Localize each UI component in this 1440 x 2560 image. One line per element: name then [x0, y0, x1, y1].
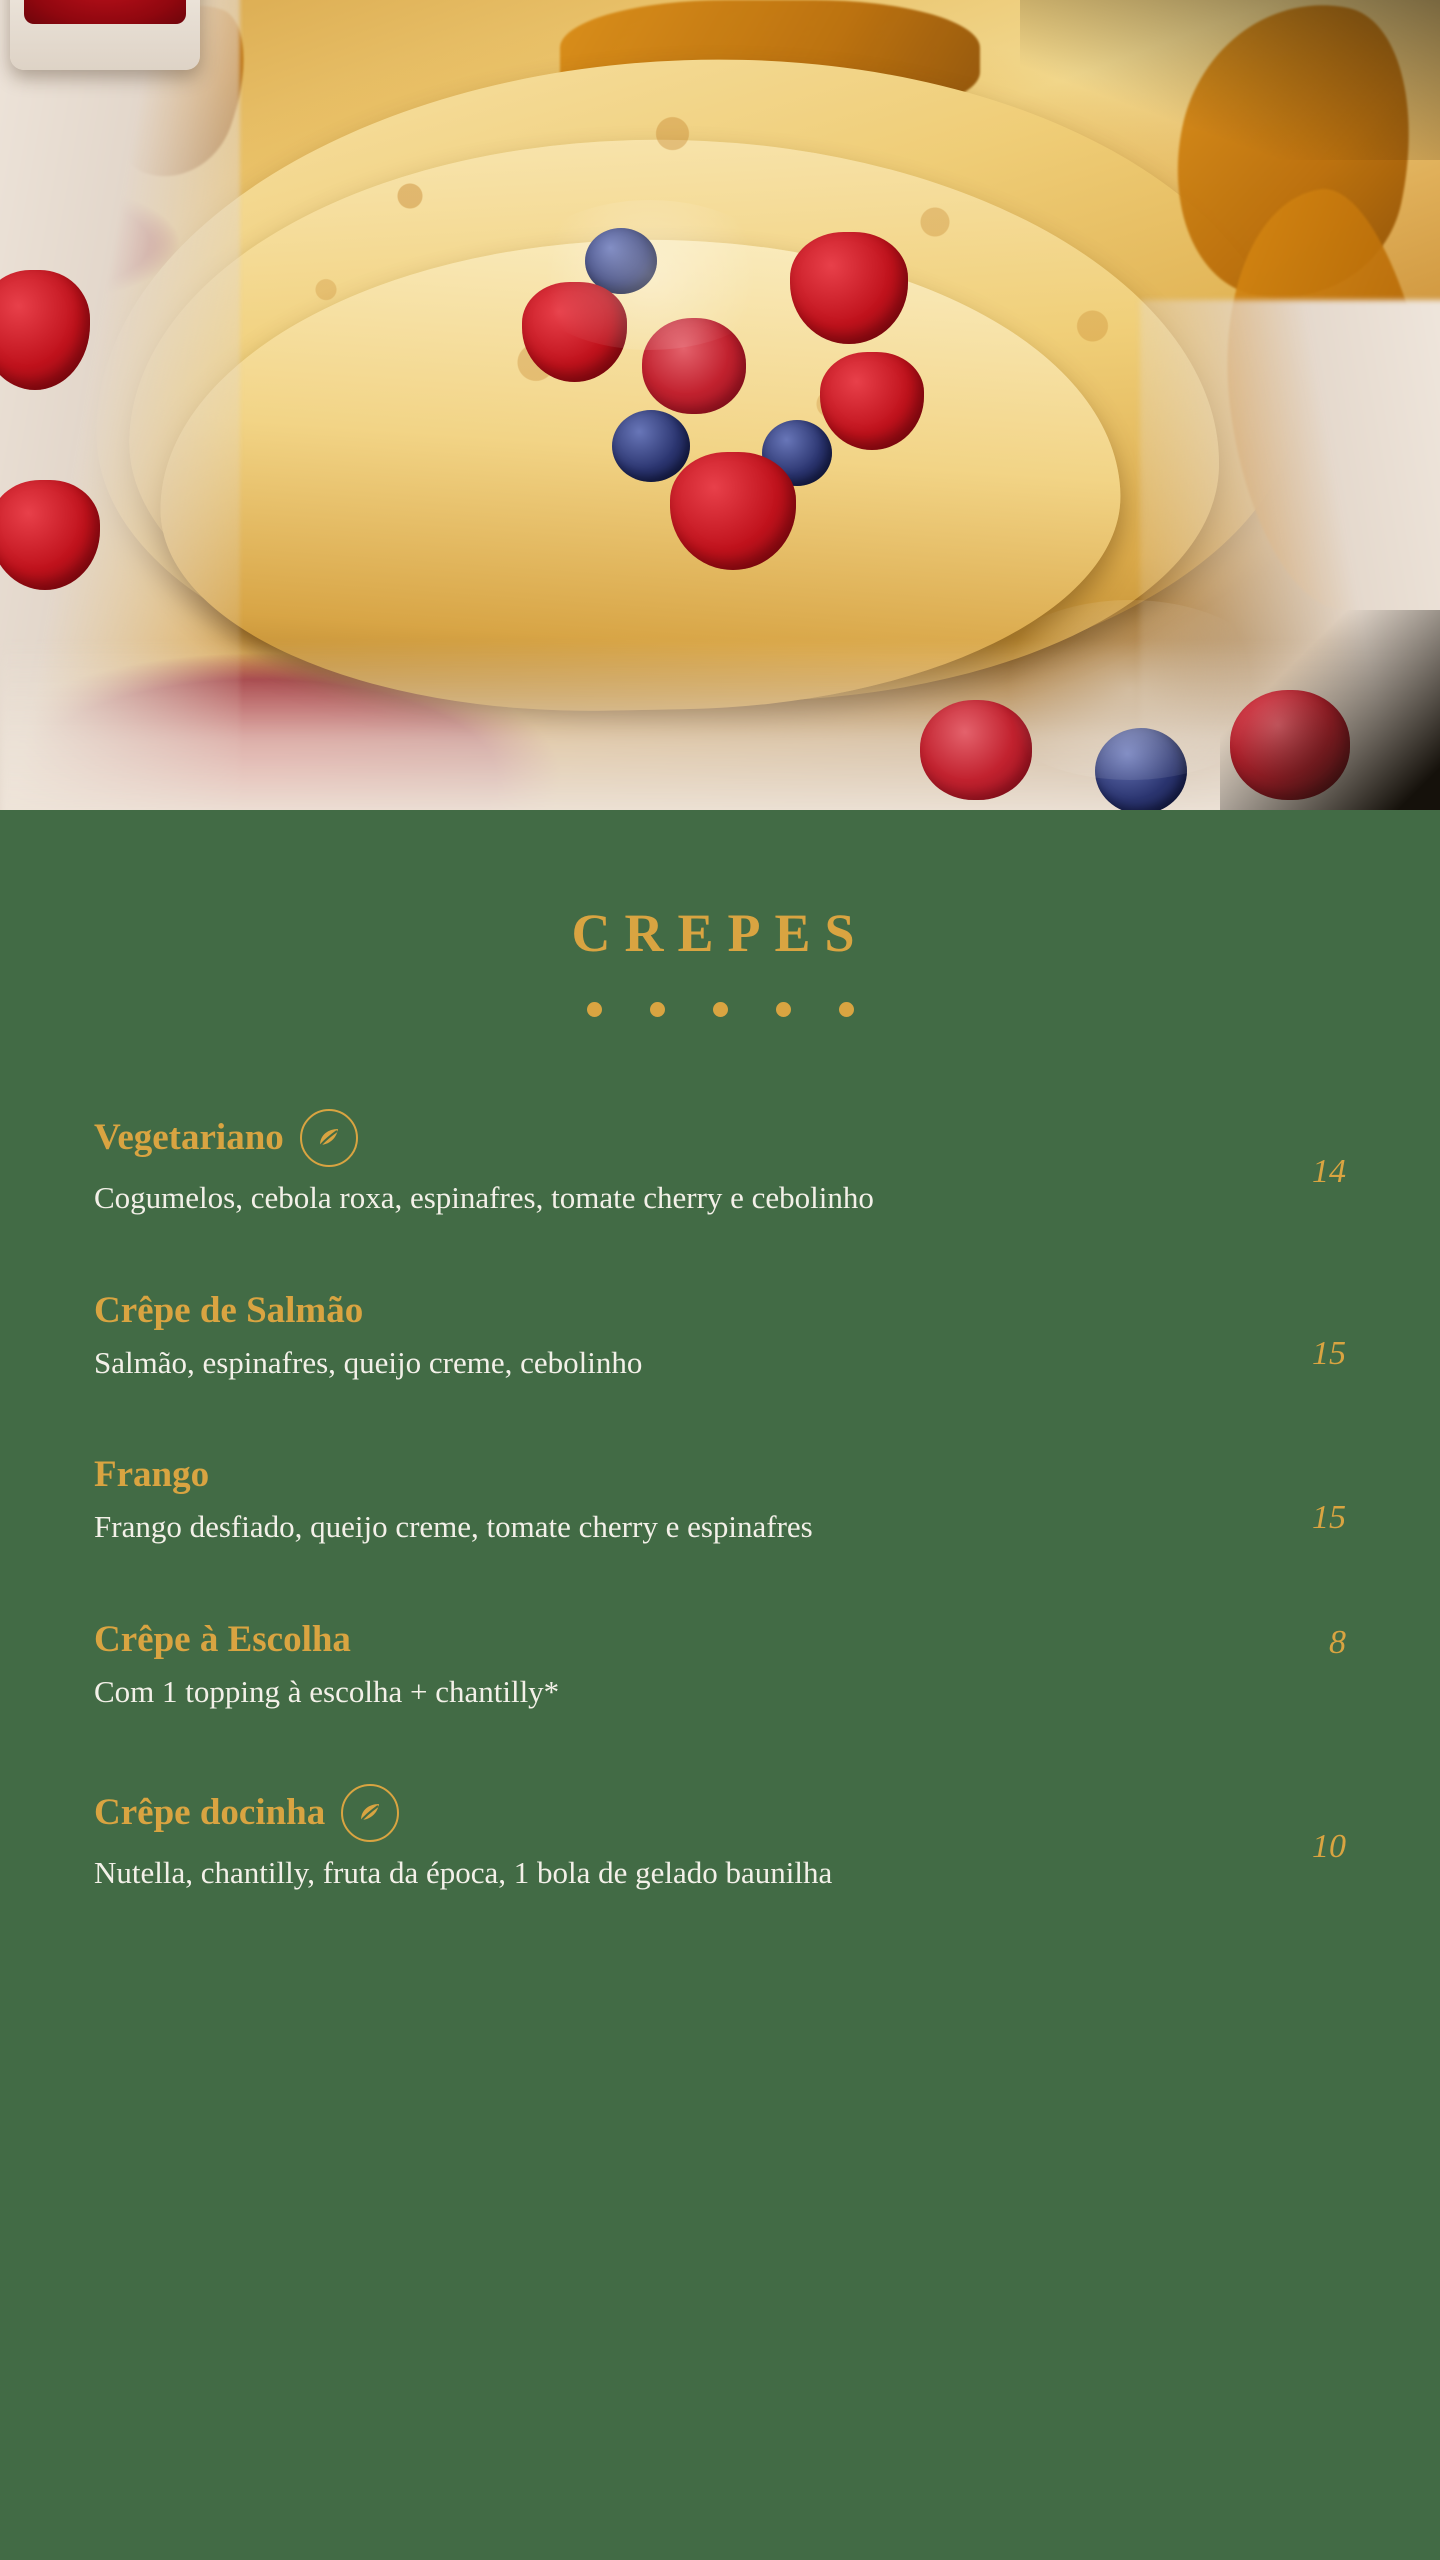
hero-image: [0, 0, 1440, 810]
menu-item-description: Salmão, espinafres, queijo creme, cebolinho: [94, 1344, 643, 1380]
menu-item-price: 8: [1329, 1623, 1346, 1661]
menu-item: [94, 1784, 1346, 1892]
menu-item-name: Crêpe docinha: [94, 1791, 326, 1833]
menu-item-description: Cogumelos, cebola roxa, espinafres, tomate cherry e cebolinho: [94, 1180, 874, 1215]
image-shadow: [1020, 0, 1440, 160]
image-shadow: [1220, 610, 1440, 810]
menu-item-header: [94, 1109, 1236, 1167]
menu-item-content: [94, 1291, 1276, 1382]
divider-dot: [776, 1002, 791, 1017]
powdered-sugar: [520, 200, 780, 350]
menu-item-price: 15: [1312, 1334, 1346, 1372]
menu-item-name: Crêpe à Escolha: [94, 1618, 351, 1660]
menu-item-description: Frango desfiado, queijo creme, tomate cherry e espinafres: [94, 1509, 813, 1544]
menu-item-description: Com 1 topping à escolha + chantilly*: [94, 1673, 560, 1709]
menu-item-header: [94, 1455, 1236, 1496]
menu-item: [94, 1455, 1346, 1546]
menu-item: [94, 1291, 1346, 1382]
jam-bowl: [10, 0, 200, 70]
menu-item-content: [94, 1455, 1276, 1546]
menu-item-header: [94, 1291, 1236, 1332]
menu-item-price: 14: [1312, 1153, 1346, 1190]
menu-item-price: 15: [1312, 1499, 1346, 1537]
divider-dot: [587, 1002, 602, 1017]
menu-item-name: Frango: [94, 1454, 210, 1496]
menu-item-content: [94, 1784, 1276, 1892]
menu-item: [94, 1109, 1346, 1217]
menu-item: [94, 1620, 1346, 1711]
divider-dot: [839, 1002, 854, 1017]
menu-item-list: [0, 1109, 1440, 1892]
menu-item-name: Vegetariano: [94, 1116, 284, 1158]
vegetarian-leaf-icon: [300, 1109, 358, 1167]
page-title: CREPES: [571, 903, 869, 963]
menu-item-header: [94, 1784, 1236, 1842]
menu-section: [0, 810, 1440, 2026]
menu-item-content: [94, 1620, 1276, 1711]
menu-item-description: Nutella, chantilly, fruta da época, 1 bola de gelado baunilha: [94, 1855, 833, 1891]
menu-item-header: [94, 1620, 1236, 1661]
menu-item-name: Crêpe de Salmão: [94, 1289, 364, 1331]
vegetarian-leaf-icon: [341, 1784, 399, 1842]
title-divider-dots: [0, 1002, 1440, 1017]
blueberry-icon: [612, 410, 690, 482]
menu-item-price: 10: [1312, 1828, 1346, 1866]
divider-dot: [650, 1002, 665, 1017]
divider-dot: [713, 1002, 728, 1017]
menu-item-content: [94, 1109, 1276, 1217]
